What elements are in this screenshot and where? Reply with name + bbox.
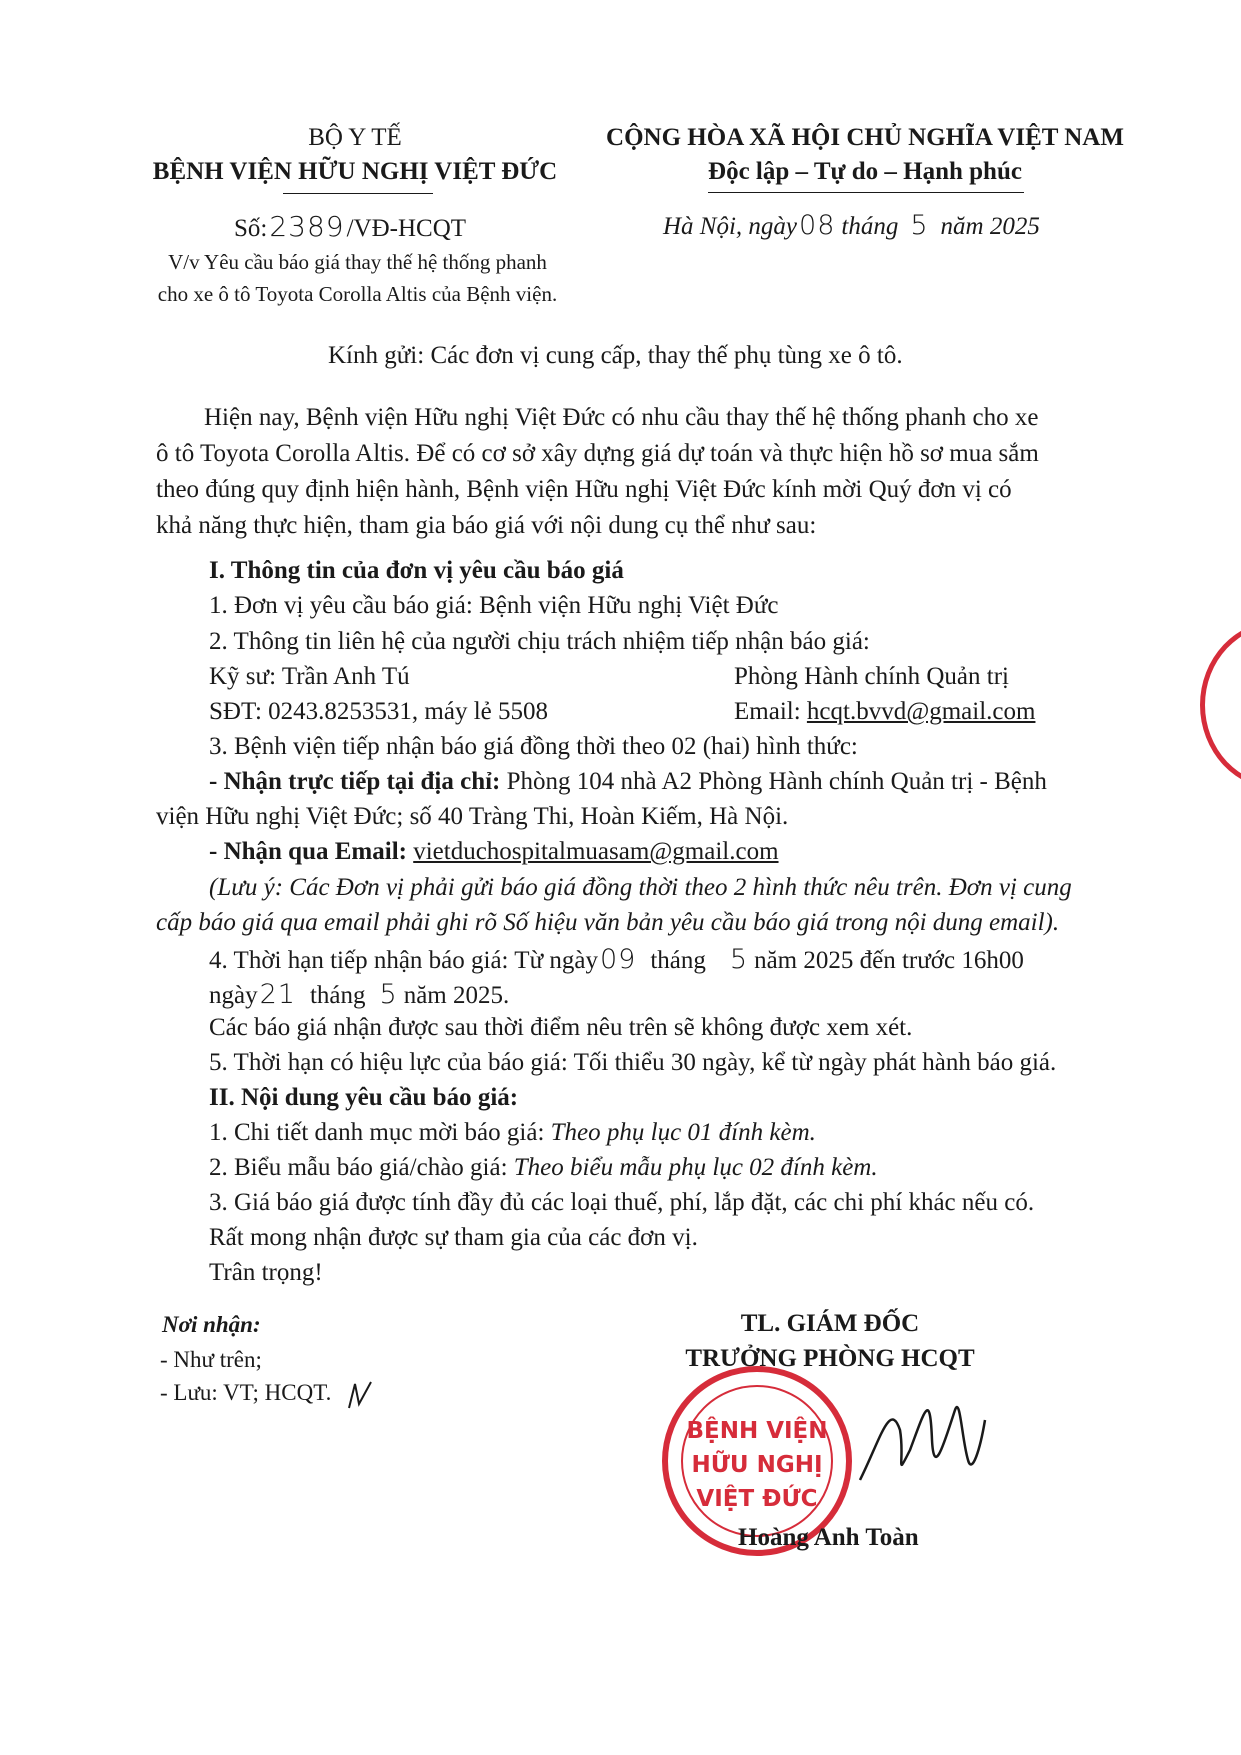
closing-line-2: Trân trọng!	[209, 1259, 323, 1286]
direct-submission-address: viện Hữu nghị Việt Đức; số 40 Tràng Thi, Hoàn Kiếm, Hà Nội.	[156, 803, 789, 830]
receivers-line-2: - Lưu: VT; HCQT.	[160, 1380, 332, 1405]
section-2-item-1-prefix: 1. Chi tiết danh mục mời báo giá:	[209, 1119, 545, 1146]
item-4-day-to: 21	[259, 979, 296, 1010]
item-4-suffix: năm 2025 đến trước 16h00	[754, 947, 1024, 974]
section-2-item-1-italic: Theo phụ lục 01 đính kèm.	[550, 1119, 816, 1146]
email-submission	[209, 838, 779, 866]
motto-underline	[708, 192, 1024, 193]
closing-line-1: Rất mong nhận được sự tham gia của các đơn vị.	[209, 1224, 698, 1251]
section-2-item-3: 3. Giá báo giá được tính đầy đủ các loại thuế, phí, lắp đặt, các chi phí khác nếu có.	[209, 1189, 1035, 1216]
date-month: 5	[910, 210, 929, 241]
contact-department: Phòng Hành chính Quản trị	[734, 663, 1009, 690]
number-handwritten: 2389	[269, 210, 345, 243]
ministry-name: BỘ Y TẾ	[308, 124, 402, 151]
note-line-1: (Lưu ý: Các Đơn vị phải gửi báo giá đồng thời theo 2 hình thức nêu trên. Đơn vị cung	[209, 874, 1072, 901]
section-1-title: I. Thông tin của đơn vị yêu cầu báo giá	[209, 557, 624, 584]
seal-text-1: BỆNH VIỆN	[686, 1418, 828, 1444]
direct-submission	[209, 768, 1047, 796]
nation-name: CỘNG HÒA XÃ HỘI CHỦ NGHĨA VIỆT NAM	[606, 124, 1124, 151]
signer-name: Hoàng Anh Toàn	[738, 1524, 919, 1551]
handwritten-signature	[850, 1380, 990, 1500]
section-1-item-4-line-2	[209, 979, 509, 1010]
edge-seal	[1200, 620, 1241, 790]
intro-line-2: ô tô Toyota Corolla Altis. Để có cơ sở xây dựng giá dự toán và thực hiện hồ sơ mua sắm	[156, 440, 1039, 467]
date-month-label: tháng	[841, 213, 899, 240]
hospital-underline	[283, 193, 433, 194]
item-4-line2-suffix: năm 2025.	[403, 982, 510, 1009]
date-day: 08	[799, 210, 836, 241]
item-4-line2-month-label: tháng	[309, 982, 366, 1009]
date-prefix: Hà Nội, ngày	[663, 213, 798, 240]
item-4-month-label: tháng	[650, 947, 706, 974]
item-4-month-from: 5	[729, 944, 749, 975]
item-4-month-to: 5	[379, 979, 398, 1010]
initials-mark	[345, 1378, 375, 1414]
receivers-title: Nơi nhận:	[162, 1312, 261, 1337]
direct-submission-text: Phòng 104 nhà A2 Phòng Hành chính Quản trị - Bệnh	[506, 768, 1047, 795]
email-submission-label: - Nhận qua Email:	[209, 838, 407, 865]
section-1-item-4	[209, 944, 1024, 975]
seal-text-3: VIỆT ĐỨC	[696, 1486, 818, 1512]
section-2-title: II. Nội dung yêu cầu báo giá:	[209, 1084, 519, 1111]
submission-email-link[interactable]: vietduchospitalmuasam@gmail.com	[413, 838, 779, 865]
receivers-line-1: - Như trên;	[160, 1347, 262, 1372]
section-1-item-5: 5. Thời hạn có hiệu lực của báo giá: Tối thiểu 30 ngày, kể từ ngày phát hành báo giá.	[209, 1049, 1057, 1076]
section-1-item-3: 3. Bệnh viện tiếp nhận báo giá đồng thời theo 02 (hai) hình thức:	[209, 733, 858, 760]
contact-email-label: Email:	[734, 698, 801, 725]
seal-text-2: HỮU NGHỊ	[691, 1452, 823, 1478]
item-4-note: Các báo giá nhận được sau thời điểm nêu trên sẽ không được xem xét.	[209, 1014, 913, 1041]
note-line-2: cấp báo giá qua email phải ghi rõ Số hiệu văn bản yêu cầu báo giá trong nội dung email).	[156, 909, 1060, 936]
item-4-line2-prefix: ngày	[209, 982, 258, 1009]
intro-line-4: khả năng thực hiện, tham gia báo giá với nội dung cụ thể như sau:	[156, 512, 817, 539]
issue-date	[663, 210, 1040, 241]
document-number	[234, 210, 466, 243]
section-1-item-1: 1. Đơn vị yêu cầu báo giá: Bệnh viện Hữu nghị Việt Đức	[209, 592, 779, 619]
signature-title-1: TL. GIÁM ĐỐC	[740, 1310, 920, 1337]
item-4-day-from: 09	[599, 944, 637, 975]
recipient-line: Kính gửi: Các đơn vị cung cấp, thay thế phụ tùng xe ô tô.	[328, 342, 903, 369]
date-year: năm 2025	[940, 213, 1040, 240]
contact-email-link[interactable]: hcqt.bvvd@gmail.com	[806, 698, 1036, 725]
signature-title-2: TRƯỞNG PHÒNG HCQT	[685, 1345, 975, 1372]
hospital-name: BỆNH VIỆN HỮU NGHỊ VIỆT ĐỨC	[152, 158, 558, 185]
contact-email-row	[734, 698, 1035, 726]
contact-phone: SĐT: 0243.8253531, máy lẻ 5508	[209, 698, 549, 725]
direct-submission-label: - Nhận trực tiếp tại địa chỉ:	[209, 768, 501, 795]
contact-name: Kỹ sư: Trần Anh Tú	[209, 663, 410, 690]
national-motto: Độc lập – Tự do – Hạnh phúc	[708, 158, 1022, 185]
section-1-item-2: 2. Thông tin liên hệ của người chịu trách nhiệm tiếp nhận báo giá:	[209, 628, 870, 655]
section-2-item-2-prefix: 2. Biểu mẫu báo giá/chào giá:	[209, 1154, 508, 1181]
subject-line-1: V/v Yêu cầu báo giá thay thế hệ thống phanh	[168, 250, 547, 274]
section-2-item-1	[209, 1119, 816, 1147]
intro-line-3: theo đúng quy định hiện hành, Bệnh viện Hữu nghị Việt Đức kính mời Quý đơn vị có	[156, 476, 1012, 503]
item-4-prefix: 4. Thời hạn tiếp nhận báo giá: Từ ngày	[209, 947, 598, 974]
section-2-item-2	[209, 1154, 878, 1182]
intro-line-1: Hiện nay, Bệnh viện Hữu nghị Việt Đức có nhu cầu thay thế hệ thống phanh cho xe	[204, 404, 1039, 431]
subject-line-2: cho xe ô tô Toyota Corolla Altis của Bệnh viện.	[157, 282, 558, 306]
section-2-item-2-italic: Theo biểu mẫu phụ lục 02 đính kèm.	[513, 1154, 878, 1181]
number-prefix: Số:	[234, 215, 268, 242]
number-suffix: /VĐ-HCQT	[346, 215, 467, 242]
